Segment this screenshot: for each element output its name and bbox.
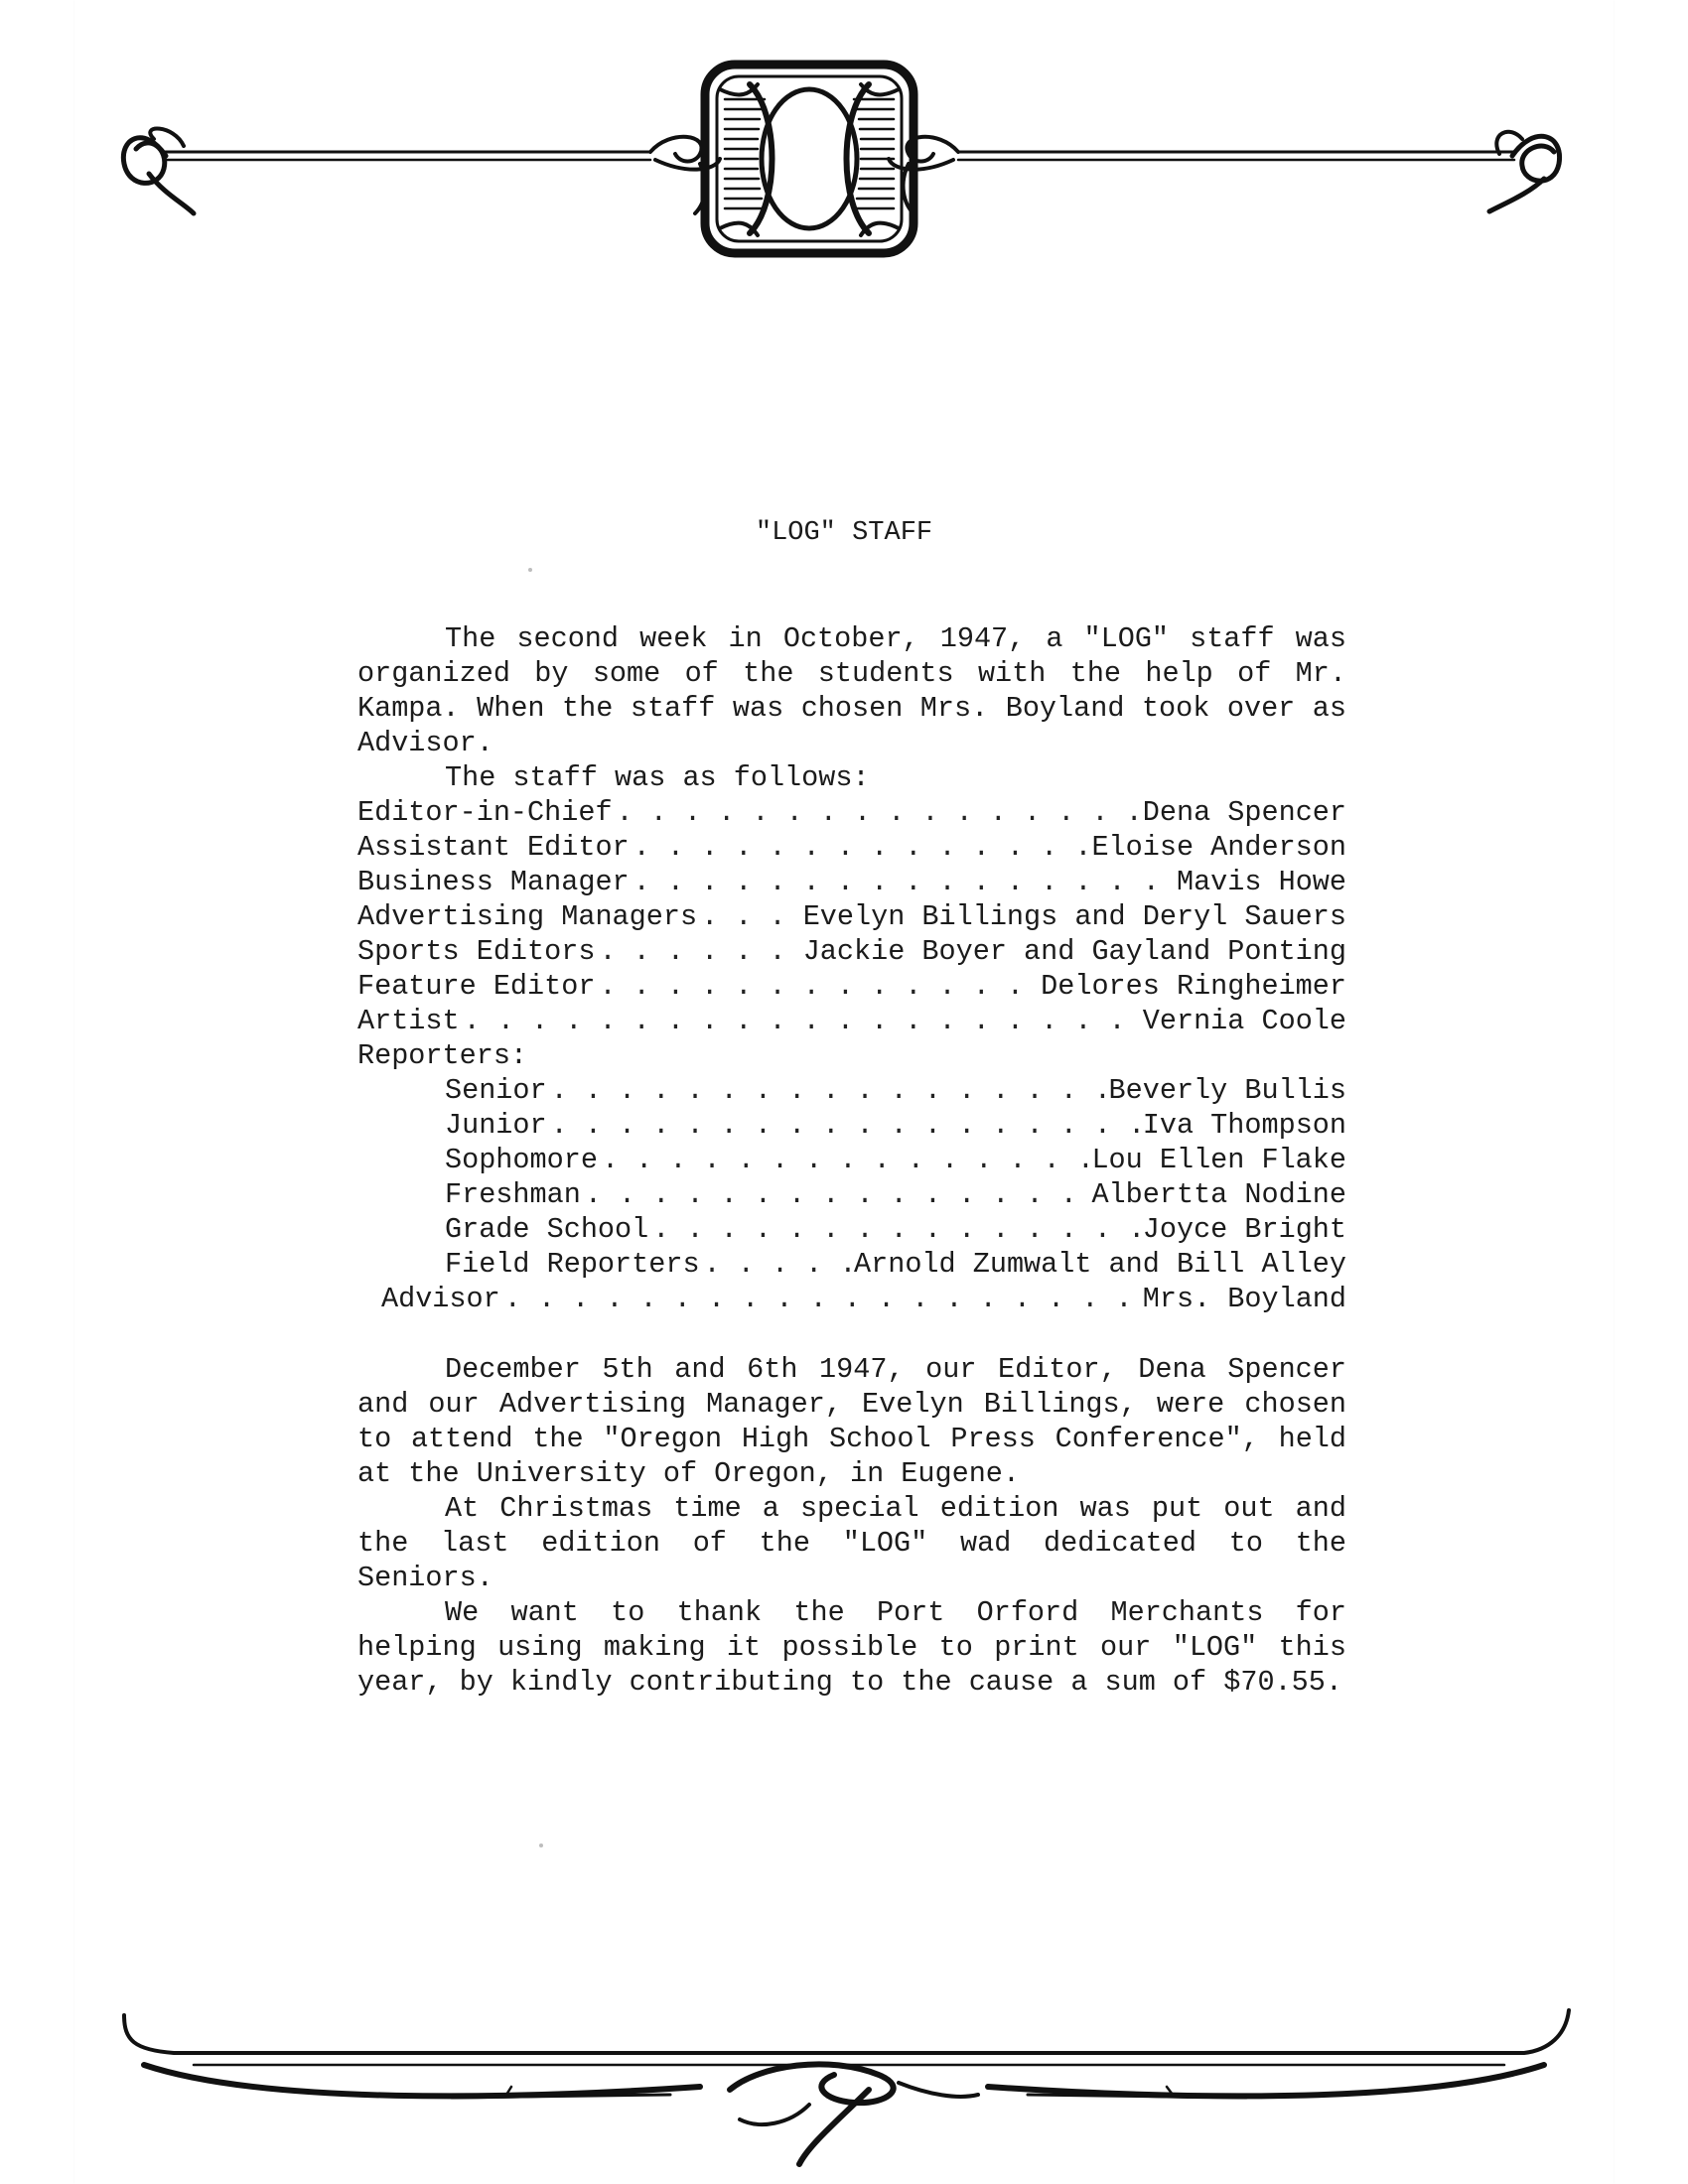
staff-role: Advertising Managers (357, 900, 698, 933)
top-ornament (114, 55, 1584, 273)
paper-speck (528, 568, 532, 572)
closing-paragraph-thanks: We want to thank the Port Orford Merchants for helping using making it possible to print our "LOG" this year, by kindly contributing to the cause a sum of $70.55. (357, 1596, 1346, 1699)
bottom-ornament (114, 1995, 1584, 2184)
staff-name: Eloise Anderson (1091, 831, 1346, 864)
reporter-role: Field Reporters (445, 1248, 700, 1281)
staff-role: Assistant Editor (357, 831, 630, 864)
dot-leader (551, 1073, 1105, 1108)
reporters-list (357, 1073, 1346, 1282)
reporter-role: Senior (445, 1074, 547, 1107)
dot-leader (652, 1212, 1139, 1247)
staff-name: Dena Spencer (1142, 796, 1346, 829)
dot-leader (701, 899, 799, 934)
dot-leader (704, 1247, 850, 1282)
staff-entry (357, 830, 1346, 865)
reporter-name: Arnold Zumwalt and Bill Alley (854, 1248, 1346, 1281)
document-body (357, 621, 1346, 1700)
dot-leader (504, 1282, 1139, 1316)
staff-role: Editor-in-Chief (357, 796, 613, 829)
advisor-entry (357, 1282, 1346, 1316)
reporter-name: Beverly Bullis (1108, 1074, 1346, 1107)
staff-name: Vernia Coole (1142, 1005, 1346, 1037)
staff-entry (357, 1004, 1346, 1038)
reporter-role: Junior (445, 1109, 547, 1142)
staff-role: Sports Editors (357, 935, 596, 968)
closing-paragraph-christmas: At Christmas time a special edition was put out and the last edition of the "LOG" wad dedicated to the Seniors. (357, 1492, 1346, 1594)
reporter-name: Lou Ellen Flake (1091, 1144, 1346, 1176)
staff-entry (357, 795, 1346, 830)
staff-role: Business Manager (357, 866, 630, 898)
dot-leader (633, 865, 1173, 899)
dot-leader (617, 795, 1139, 830)
reporter-name: Albertta Nodine (1091, 1178, 1346, 1211)
reporter-entry (357, 1212, 1346, 1247)
dot-leader (633, 830, 1088, 865)
reporter-role: Freshman (445, 1178, 581, 1211)
reporter-entry (357, 1247, 1346, 1282)
staff-name: Delores Ringheimer (1041, 970, 1346, 1003)
reporter-entry (357, 1143, 1346, 1177)
paper-speck (539, 1843, 543, 1847)
page-title: "LOG" STAFF (755, 518, 933, 548)
staff-list (357, 795, 1346, 1038)
staff-name: Jackie Boyer and Gayland Ponting (802, 935, 1346, 968)
closing-paragraph-conference: December 5th and 6th 1947, our Editor, Dena Spencer and our Advertising Manager, Evelyn Billings, were chosen to attend the "Oregon High School Press Conference", held at the University of Oregon, in Eugene. (357, 1353, 1346, 1490)
dot-leader (464, 1004, 1139, 1038)
reporter-role: Grade School (445, 1213, 649, 1246)
staff-entry (357, 934, 1346, 969)
dot-leader (585, 1177, 1088, 1212)
reporter-entry (357, 1073, 1346, 1108)
intro-paragraph: The second week in October, 1947, a "LOG" staff was organized by some of the students with the help of Mr. Kampa. When the staff was chosen Mrs. Boyland took over as Advisor. (357, 622, 1346, 759)
staff-role: Feature Editor (357, 970, 596, 1003)
staff-role: Artist (357, 1005, 460, 1037)
reporter-entry (357, 1177, 1346, 1212)
dot-leader (551, 1108, 1139, 1143)
dot-leader (599, 934, 798, 969)
reporter-entry (357, 1108, 1346, 1143)
dot-leader (602, 1143, 1088, 1177)
staff-name: Evelyn Billings and Deryl Sauers (802, 900, 1346, 933)
advisor-role: Advisor (381, 1283, 500, 1315)
reporter-name: Joyce Bright (1142, 1213, 1346, 1246)
reporters-heading: Reporters: (357, 1039, 528, 1072)
staff-lead-in: The staff was as follows: (445, 761, 870, 794)
dot-leader (599, 969, 1037, 1004)
section-gap (357, 1316, 1346, 1352)
staff-entry (357, 969, 1346, 1004)
advisor-name: Mrs. Boyland (1142, 1283, 1346, 1315)
reporter-name: Iva Thompson (1142, 1109, 1346, 1142)
staff-name: Mavis Howe (1176, 866, 1346, 898)
reporter-role: Sophomore (445, 1144, 598, 1176)
staff-entry (357, 865, 1346, 899)
staff-entry (357, 899, 1346, 934)
